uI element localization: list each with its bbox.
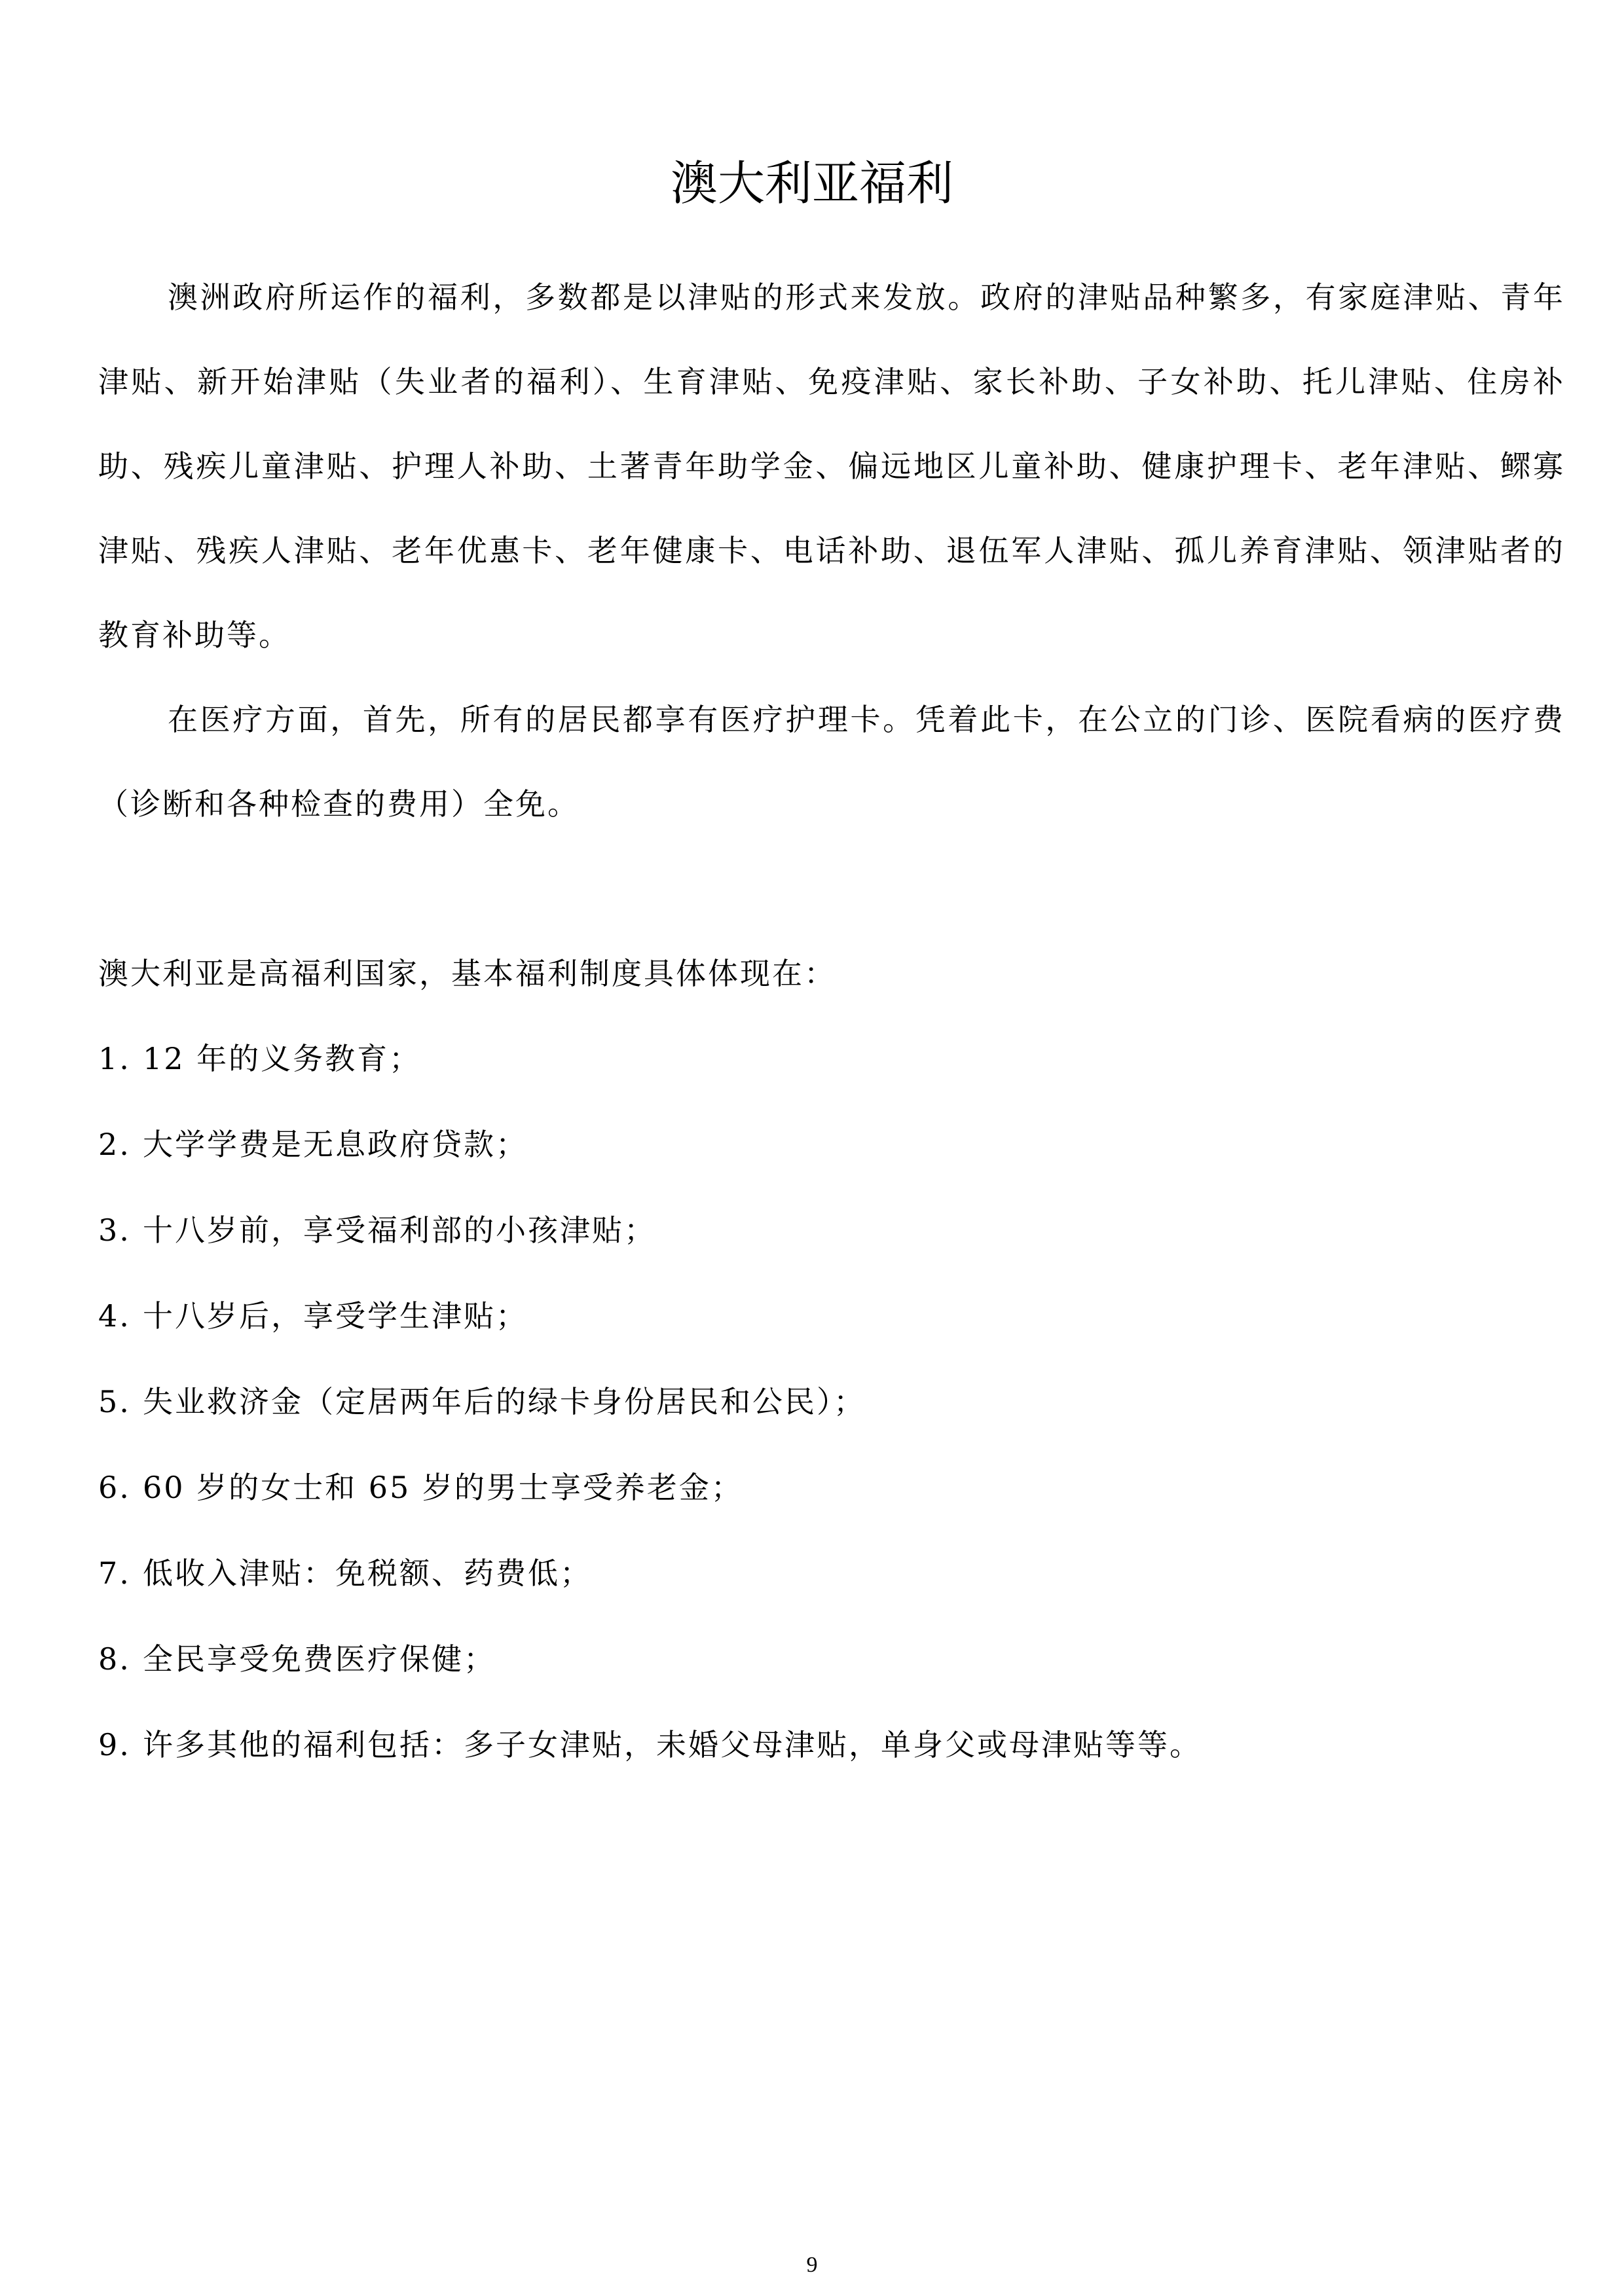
list-item [98, 1102, 1202, 1188]
list-item-number: 5. [98, 1384, 131, 1419]
list-item-number: 1. [98, 1041, 131, 1076]
list-item-text: 全民享受免费医疗保健； [143, 1641, 496, 1677]
list-item [98, 1274, 1202, 1360]
list-item-number: 9. [98, 1727, 131, 1762]
list-item-text: 许多其他的福利包括：多子女津贴，未婚父母津贴，单身父或母津贴等等。 [143, 1727, 1202, 1762]
list-item [98, 1360, 1202, 1446]
body-paragraph-medical: 在医疗方面，首先，所有的居民都享有医疗护理卡。凭着此卡，在公立的门诊、医院看病的医疗费（诊断和各种检查的费用）全免。 [98, 702, 1565, 822]
list-item [98, 1017, 1202, 1102]
page-number: 9 [806, 2253, 818, 2277]
benefit-list [98, 1017, 1202, 1789]
list-item [98, 1531, 1202, 1617]
list-item-number: 3. [98, 1212, 131, 1248]
list-item-number: 6. [98, 1470, 131, 1505]
list-item [98, 1446, 1202, 1531]
list-item-number: 2. [98, 1127, 131, 1162]
list-item-text: 60 岁的女士和 65 岁的男士享受养老金； [143, 1470, 743, 1505]
list-item-text: 失业救济金（定居两年后的绿卡身份居民和公民）； [143, 1384, 866, 1419]
page-title: 澳大利亚福利 [670, 156, 953, 211]
list-item-text: 十八岁后，享受学生津贴； [143, 1298, 528, 1334]
list-item-number: 7. [98, 1556, 131, 1591]
list-item-text: 大学学费是无息政府贷款； [143, 1127, 528, 1162]
list-item-number: 8. [98, 1641, 131, 1677]
body-paragraph-subsidies: 澳洲政府所运作的福利，多数都是以津贴的形式来发放。政府的津贴品种繁多，有家庭津贴、青年津贴、新开始津贴（失业者的福利）、生育津贴、免疫津贴、家长补助、子女补助、托儿津贴、住房补助、残疾儿童津贴、护理人补助、土著青年助学金、偏远地区儿童补助、健康护理卡、老年津贴、鳏寡津贴、残疾人津贴、老年优惠卡、老年健康卡、电话补助、退伍军人津贴、孤儿养育津贴、领津贴者的教育补助等。 [98, 280, 1565, 653]
list-item-text: 12 年的义务教育； [143, 1041, 422, 1076]
list-item [98, 1188, 1202, 1274]
list-item-text: 十八岁前，享受福利部的小孩津贴； [143, 1212, 656, 1248]
list-item-number: 4. [98, 1298, 131, 1334]
list-item-text: 低收入津贴：免税额、药费低； [143, 1556, 592, 1591]
list-item [98, 1617, 1202, 1703]
list-intro: 澳大利亚是高福利国家，基本福利制度具体体现在： [98, 956, 836, 991]
list-item [98, 1703, 1202, 1789]
